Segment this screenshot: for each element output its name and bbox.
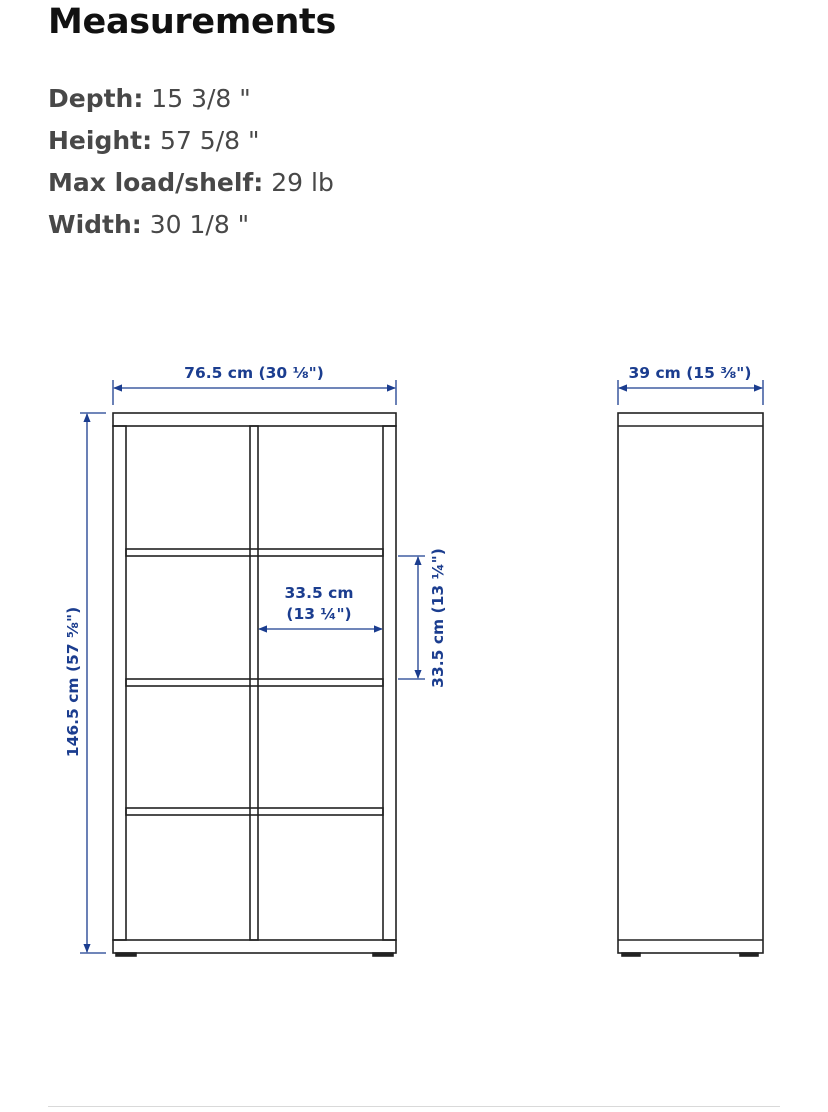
front-shelf-2 — [126, 679, 383, 686]
shelf-front-view — [113, 413, 396, 956]
spec-value: 57 5/8 " — [152, 126, 260, 155]
compartment-width-label-line2: (13 ¼") — [286, 605, 352, 623]
front-foot-right — [373, 953, 393, 956]
page-title: Measurements — [48, 2, 337, 42]
front-foot-left — [116, 953, 136, 956]
total-height-label: 146.5 cm (57 ⅝") — [64, 606, 82, 758]
side-depth-label: 39 cm (15 ⅜") — [628, 364, 752, 382]
compartment-height-label: 33.5 cm (13 ¼") — [429, 548, 447, 688]
front-left-side — [113, 426, 126, 940]
side-foot-left — [622, 953, 640, 956]
front-right-side — [383, 426, 396, 940]
front-center-divider — [250, 426, 258, 940]
front-bottom-board — [113, 940, 396, 953]
spec-value: 15 3/8 " — [143, 84, 251, 113]
front-top-board — [113, 413, 396, 426]
shelf-side-view — [618, 413, 763, 956]
spec-label: Max load/shelf: — [48, 168, 264, 197]
spec-value: 30 1/8 " — [141, 210, 250, 239]
spec-value: 29 lb — [263, 168, 334, 197]
compartment-width-label-line1: 33.5 cm — [284, 584, 354, 602]
front-shelf-1 — [126, 549, 383, 556]
bottom-divider — [48, 1106, 780, 1107]
spec-label: Height: — [48, 126, 153, 155]
side-foot-right — [740, 953, 758, 956]
front-width-label: 76.5 cm (30 ⅛") — [184, 364, 324, 382]
side-panel — [618, 413, 763, 953]
spec-label: Width: — [48, 210, 142, 239]
front-shelf-3 — [126, 808, 383, 815]
spec-label: Depth: — [48, 84, 144, 113]
